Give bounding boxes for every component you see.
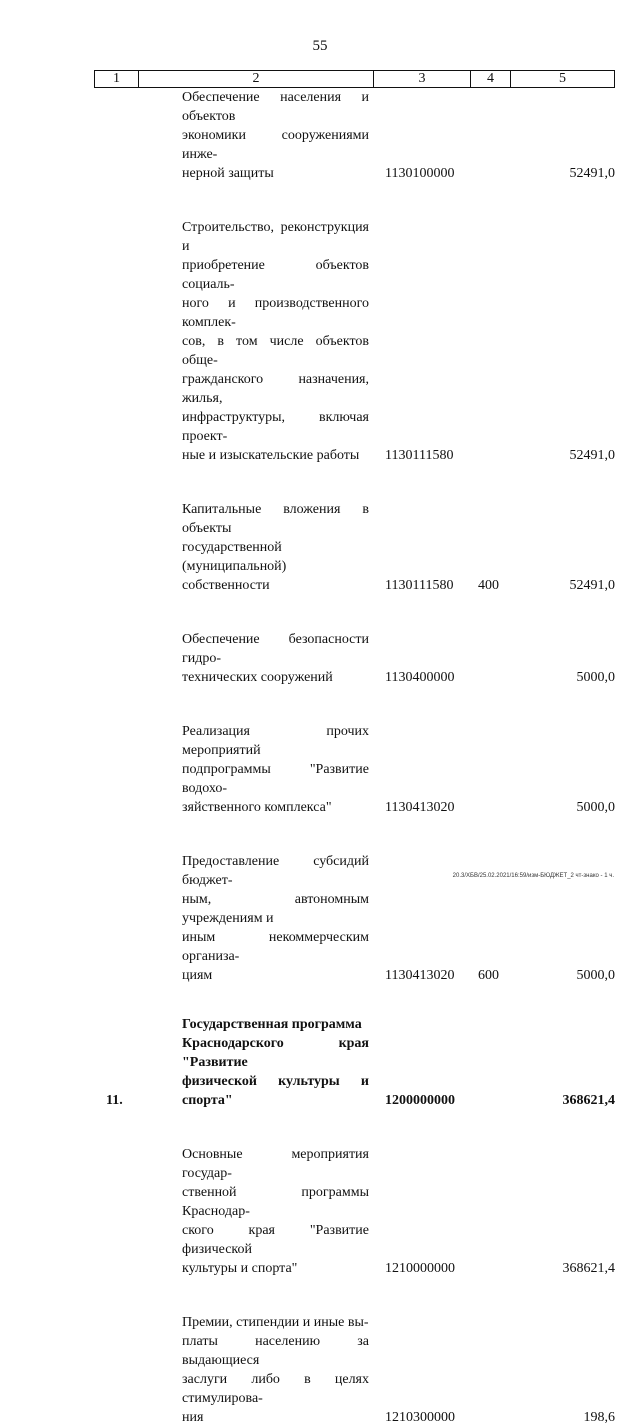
row-amount: 198,6: [583, 1410, 615, 1425]
table-row: [94, 630, 615, 687]
description-line: платы населению за выдающиеся: [182, 1334, 369, 1368]
description-line: собственности: [182, 578, 270, 593]
header-col-3: 3: [374, 71, 471, 87]
description-line: нерной защиты: [182, 166, 274, 181]
row-amount: 5000,0: [576, 800, 615, 815]
row-amount: 52491,0: [569, 166, 615, 181]
table-row: [94, 1015, 615, 1110]
table-row: [94, 218, 615, 465]
row-expense-type: 400: [478, 578, 499, 593]
row-description: [138, 722, 373, 817]
row-amount: 5000,0: [576, 670, 615, 685]
document-footer: 20.3/ХБВ/25.02.2021/16:59/изм-БЮДЖЕТ_2 чт-знако - 1 ч.: [452, 873, 614, 879]
header-col-2: 2: [139, 71, 374, 87]
description-line: гражданского назначения, жилья,: [182, 372, 369, 406]
row-code: 1130111580: [385, 448, 454, 463]
table-row: [94, 1145, 615, 1278]
row-code: 1130111580: [385, 578, 454, 593]
description-line: Реализация прочих мероприятий: [182, 724, 369, 758]
table-row: [94, 852, 615, 985]
description-line: Премии, стипендии и иные вы-: [182, 1315, 369, 1330]
description-line: Основные мероприятия государ-: [182, 1147, 369, 1181]
row-code: 1130400000: [385, 670, 455, 685]
table-header-row: [94, 70, 615, 88]
description-line: государственной (муниципальной): [182, 540, 287, 574]
description-line: сов, в том числе объектов обще-: [182, 334, 369, 368]
description-line: технических сооружений: [182, 670, 333, 685]
budget-table-body: [94, 88, 615, 1427]
row-code: 1130413020: [385, 968, 455, 983]
description-line: инфраструктуры, включая проект-: [182, 410, 369, 444]
row-description: [138, 852, 373, 985]
description-line: Строительство, реконструкция и: [182, 220, 369, 254]
description-line: зяйственного комплекса": [182, 800, 332, 815]
row-description: [138, 500, 373, 595]
table-row: [94, 722, 615, 817]
description-line: Обеспечение безопасности гидро-: [182, 632, 369, 666]
row-amount: 52491,0: [569, 578, 615, 593]
row-number: 11.: [106, 1093, 123, 1108]
row-amount: 5000,0: [576, 968, 615, 983]
table-row: [94, 1313, 615, 1427]
header-col-4: 4: [471, 71, 511, 87]
row-description: [138, 1313, 373, 1427]
row-code: 1130100000: [385, 166, 455, 181]
row-description: [138, 1015, 373, 1110]
description-line: ния: [182, 1410, 204, 1425]
row-code: 1130413020: [385, 800, 455, 815]
description-line: подпрограммы "Развитие водохо-: [182, 762, 369, 796]
row-description: [138, 630, 373, 687]
row-amount: 368621,4: [562, 1093, 615, 1108]
description-line: ным, автономным учреждениям и: [182, 892, 369, 926]
description-line: заслуги либо в целях стимулирова-: [182, 1372, 369, 1406]
header-col-5: 5: [559, 71, 566, 86]
description-line: Предоставление субсидий бюджет-: [182, 854, 369, 888]
row-expense-type: 600: [478, 968, 499, 983]
description-line: культуры и спорта": [182, 1261, 298, 1276]
row-code: 1210300000: [385, 1410, 455, 1425]
row-amount: 52491,0: [569, 448, 615, 463]
row-code: 1200000000: [385, 1093, 455, 1108]
table-row: [94, 500, 615, 595]
table-row: [94, 88, 615, 183]
description-line: Краснодарского края "Развитие: [182, 1036, 369, 1070]
row-description: [138, 218, 373, 465]
description-line: экономики сооружениями инже-: [182, 128, 369, 162]
row-description: [138, 88, 373, 183]
row-code: 1210000000: [385, 1261, 455, 1276]
description-line: иным некоммерческим организа-: [182, 930, 369, 964]
description-line: ственной программы Краснодар-: [182, 1185, 369, 1219]
page-number: 55: [312, 38, 328, 54]
description-line: Государственная программа: [182, 1017, 362, 1032]
row-amount: 368621,4: [562, 1261, 615, 1276]
description-line: ского края "Развитие физической: [182, 1223, 369, 1257]
description-line: Капитальные вложения в объекты: [182, 502, 369, 536]
description-line: Обеспечение населения и объектов: [182, 90, 369, 124]
description-line: ного и производственного комплек-: [182, 296, 369, 330]
header-col-1: 1: [95, 71, 139, 87]
row-description: [138, 1145, 373, 1278]
description-line: циям: [182, 968, 213, 983]
description-line: физической культуры и спорта": [182, 1074, 369, 1108]
description-line: ные и изыскательские работы: [182, 448, 360, 463]
description-line: приобретение объектов социаль-: [182, 258, 369, 292]
